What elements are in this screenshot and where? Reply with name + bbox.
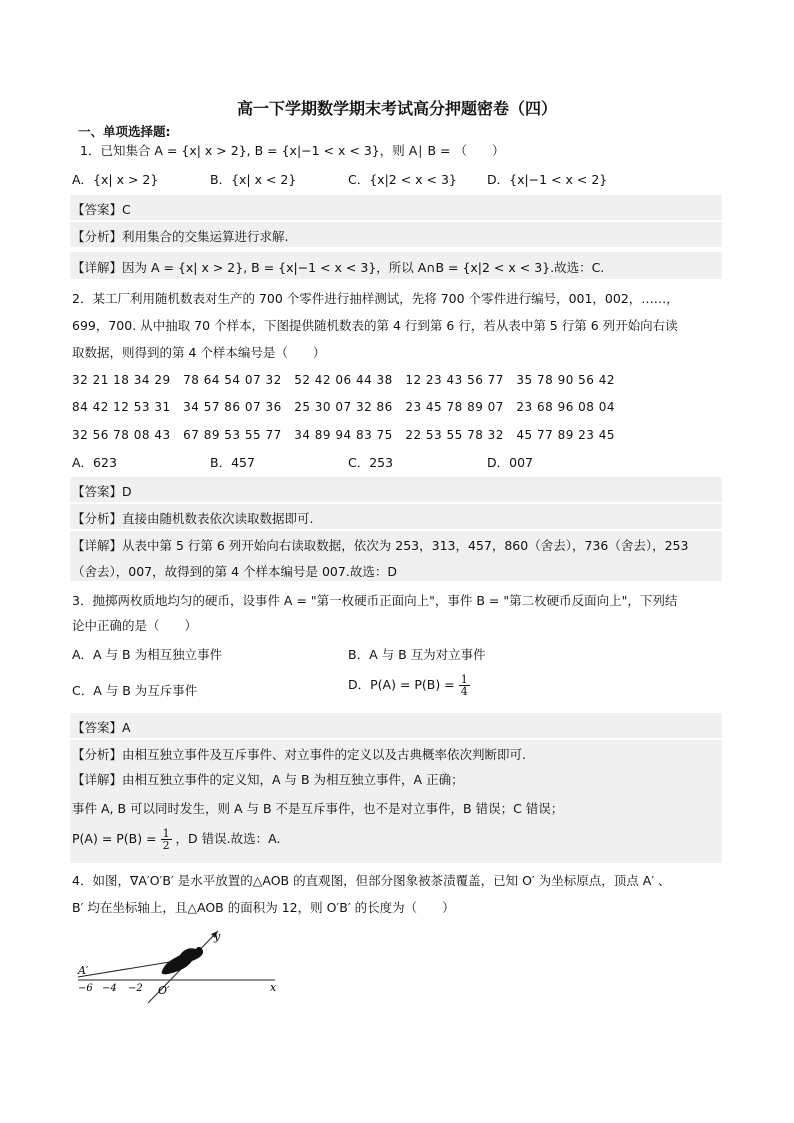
q3-option-d-prefix: D．P(A) = P(B) = <box>348 677 455 692</box>
origin-label: O′ <box>158 984 170 997</box>
q2-detail-line2: （舍去），007，故得到的第 4 个样本编号是 007.故选：D <box>72 564 397 579</box>
fraction-denominator: 2 <box>162 839 170 852</box>
q2-stem-line2: 699，700. 从中抽取 70 个样本，下图提供随机数表的第 4 行到第 6 行，若从表中第 5 行第 6 列开始向右读 <box>72 318 678 333</box>
q4-stem-line2: B′ 均在坐标轴上，且△AOB 的面积为 12，则 O′B′ 的长度为（ ） <box>72 900 455 915</box>
q2-stem-line1: 2．某工厂利用随机数表对生产的 700 个零件进行抽样测试，先将 700 个零件进行编号，001，002，……， <box>72 291 679 306</box>
q1-answer: 【答案】C <box>72 202 131 217</box>
q3-option-a: A．A 与 B 为相互独立事件 <box>72 647 223 662</box>
oblique-axes-figure <box>70 925 290 1005</box>
random-table-row: 32 56 78 08 43 67 89 53 55 77 34 89 94 83 75 22 53 55 78 32 45 77 89 23 45 <box>72 428 616 442</box>
random-table-row: 84 42 12 53 31 34 57 86 07 36 25 30 07 32 86 23 45 78 89 07 23 68 96 08 04 <box>72 400 616 414</box>
tea-stain-blot <box>162 947 204 974</box>
q3-option-c: C．A 与 B 为互斥事件 <box>72 683 198 698</box>
fraction-one-quarter <box>459 674 470 697</box>
q3-answer: 【答案】A <box>72 720 131 735</box>
q3-analysis: 【分析】由相互独立事件及互斥事件、对立事件的定义以及古典概率依次判断即可. <box>72 747 526 762</box>
q1-option-c: C．{x|2 < x < 3} <box>348 172 457 187</box>
fraction-denominator: 4 <box>460 685 468 698</box>
q2-answer-band <box>70 477 722 502</box>
q3-detail-line2: 事件 A, B 可以同时发生，则 A 与 B 不是互斥事件，也不是对立事件，B 错误；C 错误； <box>72 801 564 816</box>
q4-stem-line1: 4．如图，∇A′O′B′ 是水平放置的△AOB 的直观图，但部分图象被茶渍覆盖，已知 O′ 为坐标原点，顶点 A′ 、 <box>72 873 671 888</box>
q3-option-b: B．A 与 B 互为对立事件 <box>348 647 486 662</box>
q3-answer-band <box>70 713 722 738</box>
q1-detail: 【详解】因为 A = {x| x > 2}, B = {x|−1 < x < 3}，所以 A∩B = {x|2 < x < 3}.故选：C. <box>72 260 605 275</box>
q3-detail-prefix: P(A) = P(B) = <box>72 831 157 846</box>
tick-label: −4 <box>102 983 117 994</box>
section-heading: 一、单项选择题: <box>78 124 171 139</box>
tick-label: −2 <box>128 983 143 994</box>
q3-detail-line3 <box>72 828 280 851</box>
q1-analysis: 【分析】利用集合的交集运算进行求解. <box>72 229 289 244</box>
q3-stem-line2: 论中正确的是（ ） <box>72 618 198 633</box>
q3-detail-suffix: ，D 错误.故选：A. <box>175 831 281 846</box>
q1-answer-band <box>70 195 722 220</box>
q1-stem: 1．已知集合 A = {x| x > 2}, B = {x|−1 < x < 3}，则 A∣ B = （ ） <box>80 143 505 158</box>
fraction-numerator: 1 <box>162 827 170 840</box>
fraction-numerator: 1 <box>460 673 468 686</box>
q1-option-b: B．{x| x < 2} <box>210 172 297 187</box>
q2-analysis: 【分析】直接由随机数表依次读取数据即可. <box>72 511 314 526</box>
q2-option-b: B．457 <box>210 455 255 470</box>
x-axis-label: x <box>270 981 277 994</box>
q3-stem-line1: 3．抛掷两枚质地均匀的硬币，设事件 A = "第一枚硬币正面向上"，事件 B = "第二枚硬币反面向上"，下列结 <box>72 593 678 608</box>
q2-option-c: C．253 <box>348 455 394 470</box>
point-a-label: A′ <box>78 964 89 977</box>
q3-option-d <box>348 674 470 697</box>
q1-option-a: A．{x| x > 2} <box>72 172 159 187</box>
q2-stem-line3: 取数据，则得到的第 4 个样本编号是（ ） <box>72 345 326 360</box>
q2-answer: 【答案】D <box>72 484 132 499</box>
page-title: 高一下学期数学期末考试高分押题密卷（四） <box>236 99 557 118</box>
q3-detail-line1: 【详解】由相互独立事件的定义知，A 与 B 为相互独立事件，A 正确； <box>72 772 464 787</box>
q2-option-a: A．623 <box>72 455 117 470</box>
q2-option-d: D．007 <box>487 455 533 470</box>
q2-detail-line1: 【详解】从表中第 5 行第 6 列开始向右读取数据，依次为 253，313，457，860（舍去），736（舍去），253 <box>72 538 689 553</box>
random-table-row: 32 21 18 34 29 78 64 54 07 32 52 42 06 44 38 12 23 43 56 77 35 78 90 56 42 <box>72 373 616 387</box>
fraction-one-half <box>161 828 172 851</box>
y-axis-label: y <box>214 930 221 943</box>
q1-option-d: D．{x|−1 < x < 2} <box>487 172 608 187</box>
tick-label: −6 <box>78 983 93 994</box>
